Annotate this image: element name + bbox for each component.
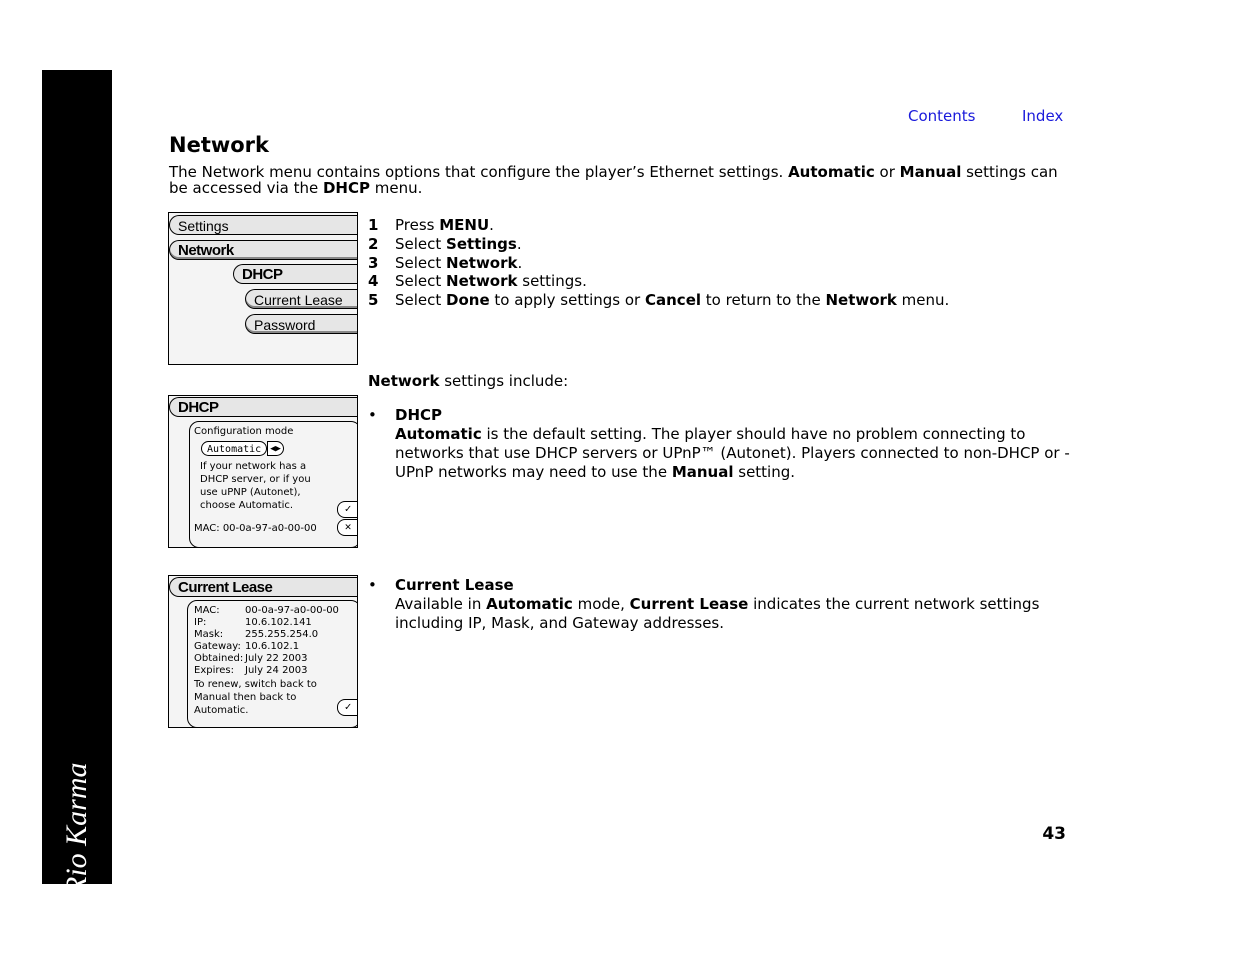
settings-intro: [368, 372, 568, 391]
bold-term: Manual: [671, 463, 734, 481]
lease-key: Mask:: [194, 629, 224, 640]
lease-value: July 24 2003: [245, 665, 308, 676]
dhcp-help-4: choose Automatic.: [200, 500, 294, 511]
bullet-lease: [395, 576, 1075, 633]
dhcp-screenshot: [168, 395, 358, 548]
bullet-lease-body: [395, 595, 1039, 632]
text-run: Select: [395, 291, 447, 309]
text-run: Select: [395, 235, 447, 253]
bold-term: MENU: [439, 216, 490, 234]
text-run: .: [489, 216, 494, 234]
lease-key: Obtained:: [194, 653, 244, 664]
lease-key: MAC:: [194, 605, 220, 616]
bold-term: Network: [446, 272, 518, 290]
text-run: to apply settings or: [489, 291, 645, 309]
lease-note-3: Automatic.: [194, 705, 249, 716]
bullet-dhcp-title: DHCP: [395, 406, 443, 424]
bold-term: Automatic: [486, 595, 573, 613]
lease-note-2: Manual then back to: [194, 692, 297, 703]
step-4: [368, 272, 587, 291]
lease-value: 00-0a-97-a0-00-00: [245, 605, 339, 616]
step-number: 4: [368, 272, 379, 290]
lease-row-gateway: [194, 641, 299, 653]
step-number: 5: [368, 291, 379, 309]
bold-term: Cancel: [645, 291, 702, 309]
confirm-check-icon[interactable]: ✓: [337, 501, 358, 518]
menu-item-dhcp[interactable]: DHCP: [233, 264, 358, 284]
lease-row-mac: [194, 605, 339, 617]
cancel-x-icon[interactable]: ✕: [337, 519, 358, 536]
dhcp-help-2: DHCP server, or if you: [200, 474, 311, 485]
bullet-dhcp-symbol: •: [368, 406, 377, 424]
lease-note-1: To renew, switch back to: [194, 679, 317, 690]
bold-term: Settings: [446, 235, 517, 253]
menu-item-network[interactable]: Network: [169, 240, 358, 260]
step-text: [395, 254, 522, 272]
step-text: [395, 235, 522, 253]
bullet-dhcp: [395, 406, 1075, 482]
contents-link-text[interactable]: Contents: [908, 107, 976, 125]
menu-screenshot: [168, 212, 358, 365]
step-2: [368, 235, 522, 254]
page-title: Network: [169, 133, 270, 157]
index-link-text[interactable]: Index: [1022, 107, 1064, 125]
step-number: 3: [368, 254, 379, 272]
menu-item-current-lease[interactable]: Current Lease: [245, 289, 358, 309]
lease-value: July 22 2003: [245, 653, 308, 664]
lease-confirm-check-icon[interactable]: ✓: [337, 699, 358, 716]
text-run: indicates the current network settings including IP, Mask, and Gateway addresses.: [395, 595, 1040, 632]
lease-value: 10.6.102.141: [245, 617, 312, 628]
lease-value: 255.255.254.0: [245, 629, 319, 640]
lease-row-obtained: [194, 653, 308, 665]
step-text: [395, 291, 949, 309]
menu-item-settings[interactable]: Settings: [169, 215, 358, 235]
text-run: .: [516, 235, 522, 253]
text-run: Select: [395, 254, 447, 272]
sidebar: [42, 70, 112, 895]
dhcp-help-1: If your network has a: [200, 461, 307, 472]
step-3: [368, 254, 522, 273]
text-run: Select: [395, 272, 447, 290]
text-run: Press: [395, 216, 440, 234]
bold-term: Done: [446, 291, 490, 309]
lease-screen-title: Current Lease: [169, 577, 358, 597]
lease-screenshot: [168, 575, 358, 728]
bullet-lease-symbol: •: [368, 576, 377, 594]
config-mode-label: Configuration mode: [194, 426, 294, 437]
page-number: 43: [1042, 824, 1066, 844]
bold-term: Manual: [899, 163, 962, 181]
bold-term: Network: [446, 254, 518, 272]
bold-term: DHCP: [322, 179, 370, 197]
step-number: 1: [368, 216, 379, 234]
lease-value: 10.6.102.1: [245, 641, 300, 652]
text-run: menu.: [370, 179, 423, 197]
menu-item-password[interactable]: Password: [245, 314, 358, 334]
dhcp-screen-title: DHCP: [169, 397, 358, 417]
mode-arrows-icon[interactable]: ◀▶: [267, 441, 284, 456]
dhcp-help-3: use uPNP (Autonet),: [200, 487, 301, 498]
config-mode-select[interactable]: Automatic: [201, 441, 267, 456]
lease-key: IP:: [194, 617, 207, 628]
text-run: The Network menu contains options that configure the player’s Ethernet settings.: [169, 163, 789, 181]
text-run: to return to the: [701, 291, 826, 309]
text-run: menu.: [896, 291, 950, 309]
mac-address: MAC: 00-0a-97-a0-00-00: [194, 523, 317, 534]
text-run: settings.: [517, 272, 587, 290]
text-run: is the default setting. The player should have no problem connecting to networks that use DHCP servers or UPnP™ (Autonet). Players connected to non-DHCP or -UPnP networks may need to use the: [395, 425, 1070, 481]
text-run: .: [517, 254, 523, 272]
step-text: [395, 272, 587, 290]
intro-paragraph: [169, 164, 1069, 196]
lease-row-mask: [194, 629, 318, 641]
brand-title: Rio Karma: [60, 762, 93, 895]
bullet-lease-title: Current Lease: [395, 576, 514, 594]
step-5: [368, 291, 949, 310]
bold-term: Network: [825, 291, 897, 309]
bold-term: Current Lease: [629, 595, 749, 613]
lease-key: Gateway:: [194, 641, 241, 652]
step-number: 2: [368, 235, 379, 253]
text-run: Available in: [395, 595, 487, 613]
bullet-dhcp-body: [395, 425, 1070, 481]
text-run: settings can be accessed via the: [169, 163, 1058, 197]
lease-key: Expires:: [194, 665, 234, 676]
bold-term: Automatic: [395, 425, 482, 443]
text-run: mode,: [572, 595, 630, 613]
nav-index-link[interactable]: [1022, 107, 1063, 125]
lease-row-ip: [194, 617, 312, 629]
settings-intro-bold: Network: [368, 372, 440, 390]
step-1: [368, 216, 494, 235]
text-run: setting.: [733, 463, 796, 481]
text-run: or: [874, 163, 900, 181]
lease-row-expires: [194, 665, 308, 677]
step-text: [395, 216, 494, 234]
bold-term: Automatic: [788, 163, 875, 181]
settings-intro-rest: settings include:: [439, 372, 569, 390]
nav-contents-link[interactable]: [908, 107, 975, 125]
